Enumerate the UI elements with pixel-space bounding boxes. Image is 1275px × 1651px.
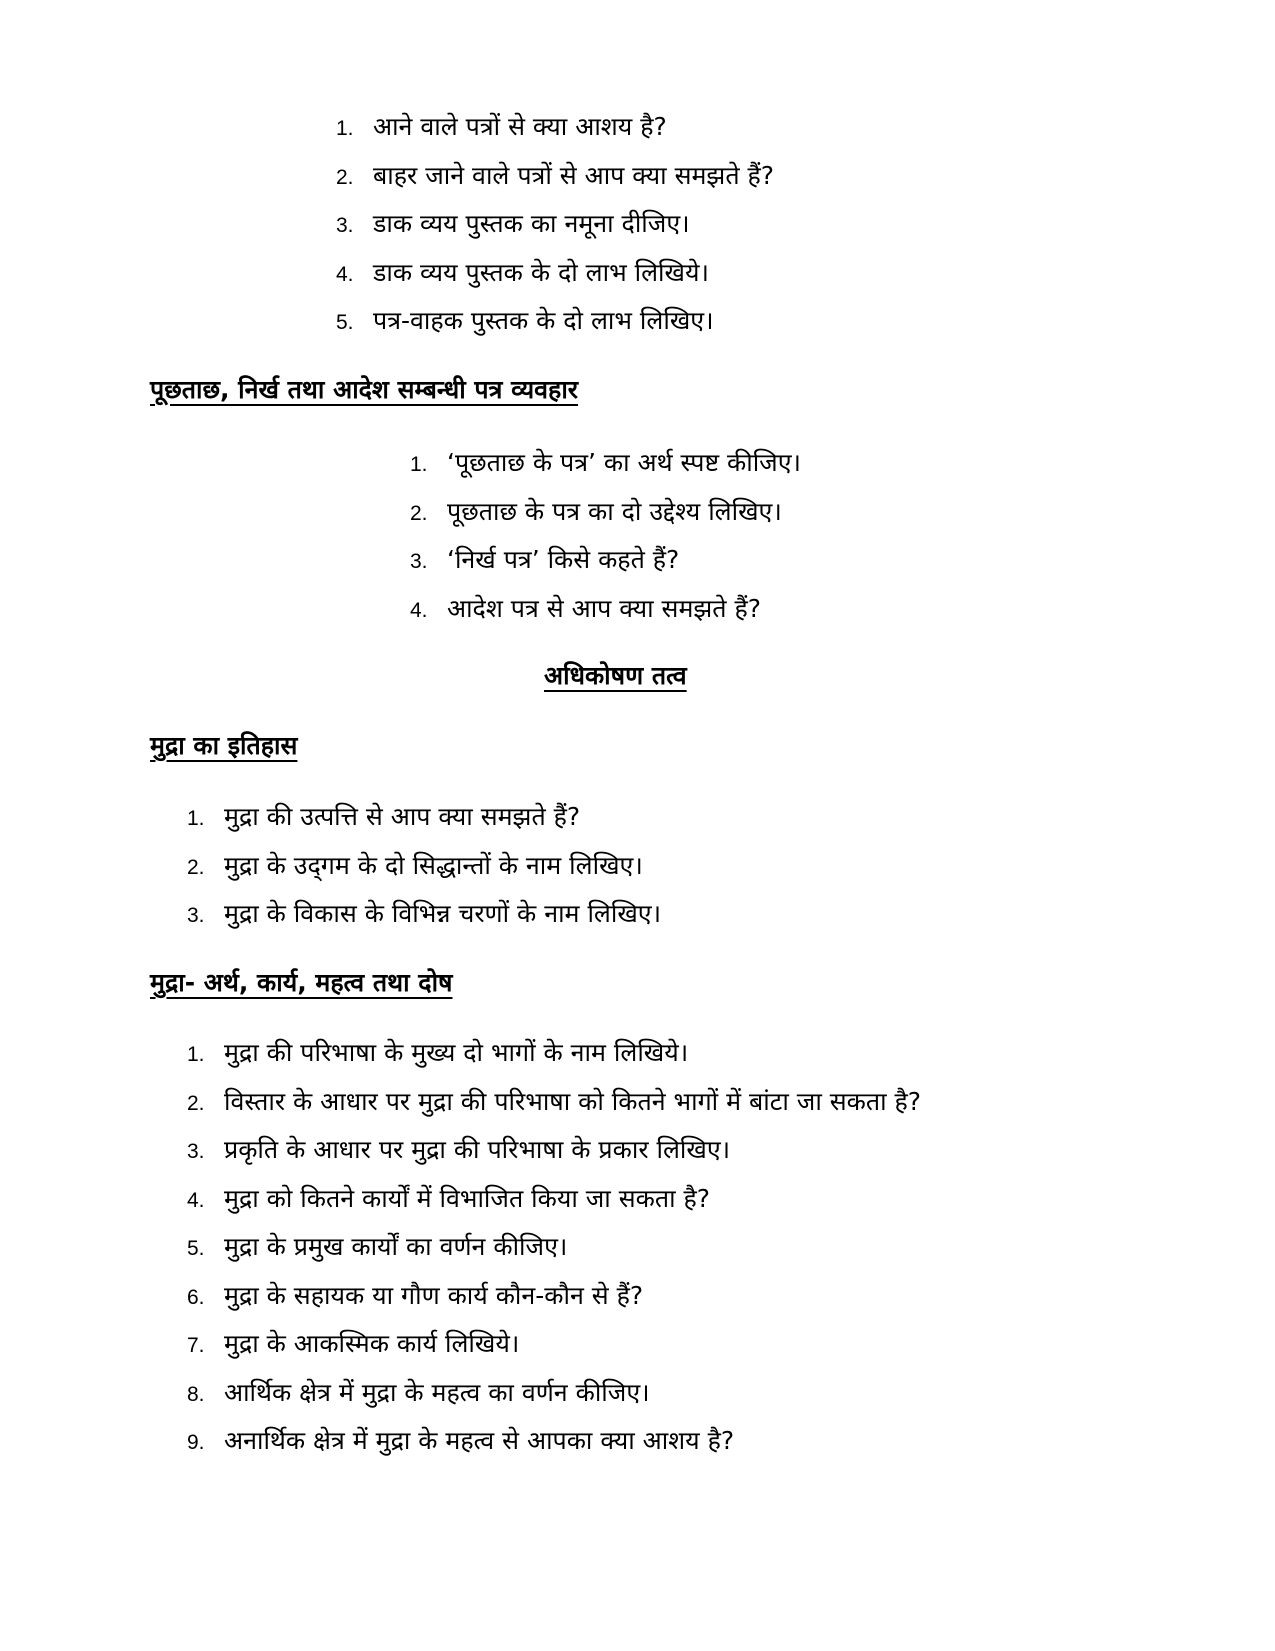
list-item [187, 1030, 1117, 1079]
enquiry-question-list [410, 440, 801, 634]
list-item [187, 1079, 1117, 1128]
item-number: 9. [187, 1431, 205, 1454]
item-text: पूछताछ के पत्र का दो उद्देश्य लिखिए। [447, 496, 782, 526]
chapter-heading-banking: अधिकोषण तत्व [544, 661, 687, 690]
item-text: मुद्रा के उद्‌गम के दो सिद्धान्तों के नाम लिखिए। [224, 850, 643, 880]
item-text: मुद्रा को कितने कार्यों में विभाजित किया जा सकता है? [224, 1183, 711, 1213]
item-number: 2. [410, 501, 428, 525]
item-number: 2. [336, 165, 354, 189]
item-number: 3. [187, 904, 205, 927]
item-text: आने वाले पत्रों से क्या आशय है? [373, 112, 667, 141]
list-item [336, 201, 774, 250]
list-item [187, 843, 661, 892]
item-text: मुद्रा के आकस्मिक कार्य लिखिये। [224, 1329, 520, 1358]
item-text: आदेश पत्र से आप क्या समझते हैं? [447, 593, 762, 623]
list-item [336, 153, 774, 202]
item-number: 5. [336, 311, 354, 334]
list-item [187, 1273, 1117, 1322]
item-text: मुद्रा के प्रमुख कार्यों का वर्णन कीजिए। [224, 1232, 568, 1261]
item-text: डाक व्यय पुस्तक का नमूना दीजिए। [373, 209, 690, 238]
item-text: विस्तार के आधार पर मुद्रा की परिभाषा को कितने भागों में बांटा जा सकता है? [224, 1086, 922, 1116]
list-item [336, 104, 774, 153]
item-text: डाक व्यय पुस्तक के दो लाभ लिखिये। [373, 257, 709, 287]
list-item [410, 489, 801, 538]
item-number: 5. [187, 1237, 205, 1260]
item-text: प्रकृति के आधार पर मुद्रा की परिभाषा के प्रकार लिखिए। [224, 1135, 731, 1164]
list-item [336, 250, 774, 299]
list-item [187, 1418, 1117, 1467]
item-number: 1. [187, 807, 205, 830]
item-text: मुद्रा के विकास के विभिन्न चरणों के नाम लिखिए। [224, 899, 662, 928]
letters-question-list [336, 104, 774, 347]
item-text: मुद्रा की उत्पत्ति से आप क्या समझते हैं? [224, 802, 581, 831]
list-item [336, 298, 774, 347]
item-text: ‘पूछताछ के पत्र’ का अर्थ स्पष्ट कीजिए। [447, 448, 802, 477]
money-history-question-list [187, 794, 661, 940]
item-number: 3. [410, 550, 428, 573]
list-item [410, 440, 801, 489]
list-item [187, 794, 661, 843]
list-item [187, 1176, 1117, 1225]
item-text: बाहर जाने वाले पत्रों से आप क्या समझते हैं? [373, 160, 775, 190]
item-number: 7. [187, 1334, 205, 1357]
money-meaning-question-list [187, 1030, 1117, 1467]
item-number: 2. [187, 855, 205, 879]
item-text: अनार्थिक क्षेत्र में मुद्रा के महत्व से आपका क्या आशय है? [224, 1426, 735, 1455]
item-number: 1. [187, 1043, 205, 1066]
list-item [410, 586, 801, 635]
item-text: मुद्रा की परिभाषा के मुख्य दो भागों के नाम लिखिये। [224, 1038, 689, 1067]
section-heading-money-history: मुद्रा का इतिहास [150, 731, 298, 760]
list-item [187, 1127, 1117, 1176]
list-item [187, 1224, 1117, 1273]
item-number: 3. [336, 214, 354, 237]
item-number: 6. [187, 1285, 205, 1309]
item-number: 1. [336, 117, 354, 140]
list-item [187, 1321, 1117, 1370]
item-number: 4. [410, 598, 428, 622]
section-heading-enquiry: पूछताछ, निर्ख तथा आदेश सम्बन्धी पत्र व्यवहार [150, 375, 579, 404]
item-number: 1. [410, 453, 428, 476]
list-item [187, 1370, 1117, 1419]
item-text: ‘निर्ख पत्र’ किसे कहते हैं? [447, 545, 680, 574]
list-item [410, 537, 801, 586]
item-number: 3. [187, 1140, 205, 1163]
section-heading-money-meaning: मुद्रा- अर्थ, कार्य, महत्व तथा दोष [150, 968, 453, 997]
item-text: आर्थिक क्षेत्र में मुद्रा के महत्व का वर्णन कीजिए। [224, 1377, 650, 1407]
item-text: पत्र-वाहक पुस्तक के दो लाभ लिखिए। [373, 306, 714, 335]
item-number: 4. [187, 1188, 205, 1212]
item-number: 2. [187, 1091, 205, 1115]
item-number: 8. [187, 1382, 205, 1406]
list-item [187, 891, 661, 940]
item-number: 4. [336, 262, 354, 286]
item-text: मुद्रा के सहायक या गौण कार्य कौन-कौन से हैं? [224, 1280, 644, 1310]
